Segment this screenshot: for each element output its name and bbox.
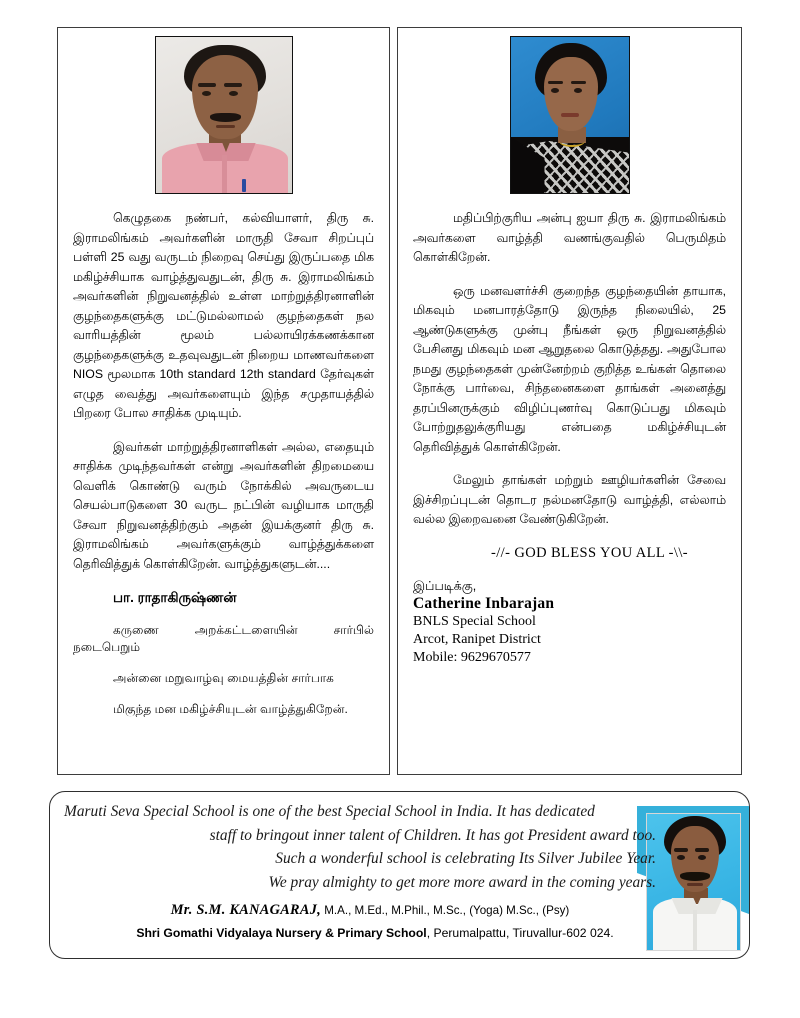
photo-eyebrow-left bbox=[198, 83, 216, 87]
bottom-quote bbox=[64, 800, 656, 894]
bottom-quote-line-1: Maruti Seva Special School is one of the best Special School in India. It has dedicated bbox=[64, 803, 595, 820]
left-signature-line-1: கருணை அறக்கட்டளையின் சார்பில் நடைபெறும் bbox=[73, 622, 374, 654]
left-paragraph-1: கெழுதகை நண்பர், கல்வியாளர், திரு சு. இராமலிங்கம் அவர்களின் மாருதி சேவா சிறப்புப் பள்ளி 25 வது வருடம் நிறைவு செய்து இருப்பதை மிக மகிழ்ச்சியாக வாழ்த்துவதுடன், திரு சு. இராமலிங்கம் அவர்களின் நிறுவனத்தில் உள்ள மாற்றுத்திரனாளின் குழந்தைகளுக்கு மட்டுமல்லாமல் குழந்தைகள் நல வாரியத்தின் மூலம் பல்லாயிரக்கணக்கான குழந்தைகளுக்கு உதவுவதுடன் நிறைய மாணவர்களை NIOS மூலமாக 10th standard 12th standard தேர்வுகள் எழுத வைத்து அவர்களையும் இந்த சமுதாயத்தில் பிறரை போல சாதிக்க முடியும். bbox=[73, 211, 374, 420]
left-signature-line-3: மிகுந்த மன மகிழ்ச்சியுடன் வாழ்த்துகிறேன். bbox=[113, 701, 348, 716]
photo-mouth bbox=[561, 113, 579, 117]
right-paragraph-2: ஒரு மனவளர்ச்சி குறைந்த குழந்தையின் தாயாக, மிகவும் மனபாரத்தோடு இருந்த நிலையில், 25 ஆண்டுகளுக்கு முன்பு நீங்கள் ஒரு நிறுவனத்தில் பேசினது மிகவும் மன ஆறுதலை கொடுத்தது. அதுபோல நமது குழந்தைகள் முன்னேற்றம் குறித்த உங்கள் தொலை நோக்கு பார்வை, சிந்தனைகளை தாங்கள் அனைத்து தரப்பினருக்கும் விழிப்புணர்வு கொடுப்பது மிகவும் போற்றுதலுக்குரியது என்பதை மகிழ்ச்சியுடன் தெரிவித்துக் கொள்கிறேன். bbox=[413, 283, 726, 454]
photo-moustache bbox=[210, 113, 241, 122]
bottom-quote-line-4: We pray almighty to get more more award in the coming years. bbox=[268, 873, 656, 891]
right-letter-body bbox=[398, 199, 741, 667]
photo-mouth bbox=[216, 125, 235, 128]
photo-eye-left bbox=[551, 88, 559, 93]
left-photo-container bbox=[58, 28, 389, 199]
closing-address: Arcot, Ranipet District bbox=[413, 632, 541, 647]
bottom-credit-school-line bbox=[50, 926, 700, 940]
bottom-credit-degrees: M.A., M.Ed., M.Phil., M.Sc., (Yoga) M.Sc., (Psy) bbox=[321, 904, 570, 917]
photo-moustache bbox=[680, 872, 710, 881]
left-signature-name: பா. ராதாகிருஷ்ணன் bbox=[113, 590, 237, 605]
photo-eyebrow-right bbox=[571, 81, 586, 84]
left-paragraph-2: இவர்கள் மாற்றுத்திரனாளிகள் அல்ல, எதையும் சாதிக்க முடிந்தவர்கள் என்று அவர்களின் திறமையை வெளிக் கொண்டு வரும் நோக்கில் அவருடைய செயல்பாடுகளை 30 வருட நட்பின் வழியாக மாருதி சேவா நிறுவனத்திற்கும் அதன் இயக்குனர் திரு சு. இராமலிங்கம் அவர்களுக்கும் வாழ்த்துக்களை தெரிவித்துக் கொள்கிறேன். வாழ்த்துகளுடன்.... bbox=[73, 439, 374, 571]
photo-eye-left bbox=[202, 91, 211, 96]
closing-organization: BNLS Special School bbox=[413, 614, 536, 629]
closing-mobile: Mobile: 9629670577 bbox=[413, 650, 531, 665]
photo-eye-right bbox=[698, 855, 706, 860]
photo-face bbox=[544, 57, 598, 131]
photo-eyebrow-left bbox=[674, 848, 688, 852]
right-testimonial-box bbox=[397, 27, 742, 775]
bottom-credit-school-address: , Perumalpattu, Tiruvallur-602 024. bbox=[426, 926, 614, 940]
bottom-credit-school: Shri Gomathi Vidyalaya Nursery & Primary School bbox=[136, 926, 427, 940]
right-paragraph-3: மேலும் தாங்கள் மற்றும் ஊழியர்களின் சேவை இச்சிறப்புடன் தொடர நல்மனதோடு வாழ்த்தி, எல்லாம் வல்ல இறைவனை வேண்டுகிறேன். bbox=[413, 473, 726, 526]
left-letter-body bbox=[58, 199, 389, 718]
photo-eyebrow-right bbox=[695, 848, 709, 852]
bottom-credit-name-line bbox=[50, 902, 690, 919]
photo-female-catherine-inbarajan bbox=[510, 36, 630, 194]
closing-yours-label: இப்படிக்கு, bbox=[413, 579, 477, 593]
photo-mouth bbox=[687, 883, 703, 886]
god-bless-line: -//- GOD BLESS YOU ALL -\\- bbox=[490, 544, 688, 561]
closing-author-name: Catherine Inbarajan bbox=[413, 595, 555, 612]
right-photo-container bbox=[398, 28, 741, 199]
photo-pocket-pen bbox=[242, 179, 246, 192]
left-signature-line-2: அன்னை மறுவாழ்வு மையத்தின் சார்பாக bbox=[113, 670, 334, 685]
photo-eye-right bbox=[574, 88, 582, 93]
bottom-quote-line-3: Such a wonderful school is celebrating Its Silver Jubilee Year. bbox=[275, 850, 656, 867]
bottom-credit-name: Mr. S.M. KANAGARAJ, bbox=[170, 902, 322, 918]
left-testimonial-box bbox=[57, 27, 390, 775]
photo-eye-left bbox=[677, 855, 685, 860]
photo-eye-right bbox=[229, 91, 238, 96]
photo-eyebrow-left bbox=[548, 81, 563, 84]
photo-shirt-placket bbox=[222, 155, 227, 194]
photo-male-ramalingam-wellwisher bbox=[155, 36, 293, 194]
right-paragraph-1: மதிப்பிற்குரிய அன்பு ஐயா திரு சு. இராமலிங்கம் அவர்களை வாழ்த்தி வணங்குவதில் பெருமிதம் கொள்கிறேன். bbox=[413, 211, 726, 264]
right-closing-block bbox=[413, 577, 726, 667]
photo-gold-chain bbox=[559, 135, 585, 147]
bottom-testimonial-box bbox=[49, 791, 750, 959]
photo-eyebrow-right bbox=[224, 83, 242, 87]
bottom-quote-line-2: staff to bringout inner talent of Children. It has got President award too. bbox=[209, 826, 656, 844]
